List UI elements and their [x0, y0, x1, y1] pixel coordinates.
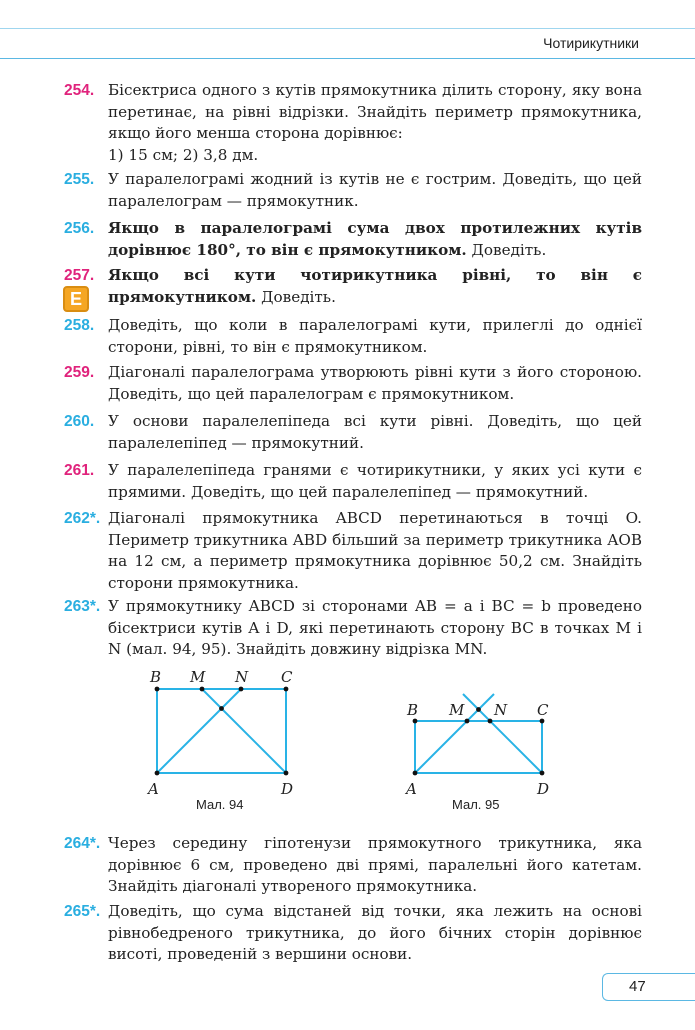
label-b: B: [407, 701, 419, 719]
problem-text: Діагоналі паралелограма утворюють рівні кути з його стороною. Доведіть, що цей паралелограм є прямокутником.: [108, 363, 642, 403]
label-m: M: [449, 701, 465, 719]
problem-text: Через середину гіпотенузи прямокутного трикутника, яка дорівнює 6 см, проведено дві прямі, паралельні його катетам. Знайдіть діагоналі утвореного прямокутника.: [108, 834, 642, 895]
label-a: A: [148, 780, 159, 798]
problem-265: [64, 901, 642, 966]
point-n: [488, 719, 493, 724]
point-d: [540, 771, 545, 776]
problem-text: Доведіть, що сума відстаней від точки, яка лежить на основі рівнобедреного трикутника, до його бічних сторін дорівнює висоті, проведеній з вершини основи.: [108, 902, 642, 963]
problem-text: У основи паралелепіпеда всі кути рівні. Доведіть, що цей паралелепіпед — прямокутний.: [108, 412, 642, 452]
point-a: [413, 771, 418, 776]
problem-text: Бісектриса одного з кутів прямокутника ділить сторону, яку вона перетинає, на рівні відрізки. Знайдіть периметр прямокутника, якщо його менша сторона дорівнює:: [108, 81, 642, 142]
label-c: C: [281, 668, 293, 686]
label-c: C: [537, 701, 549, 719]
caption-95: Мал. 95: [452, 797, 500, 812]
point-c: [540, 719, 545, 724]
label-b: B: [150, 668, 162, 686]
problem-number: 261.: [64, 462, 95, 479]
problem-text: У паралелепіпеда гранями є чотирикутники, у яких усі кути є прямими. Доведіть, що цей паралелепіпед — прямокутний.: [108, 461, 642, 501]
label-m: M: [190, 668, 206, 686]
caption-94: Мал. 94: [196, 797, 244, 812]
problem-number: 259.: [64, 364, 95, 381]
problem-number: 260.: [64, 413, 95, 430]
label-a: A: [406, 780, 417, 798]
problem-task: Доведіть.: [466, 240, 547, 259]
label-n: N: [235, 668, 249, 686]
problem-text: Доведіть, що коли в паралелограмі кути, прилеглі до однієї сторони, рівні, то він є прямокутником.: [108, 316, 642, 356]
theorem-statement: Якщо в паралелограмі сума двох протилежних кутів дорівнює 180°, то він є прямокутником.: [108, 219, 642, 259]
page-number: 47: [602, 973, 695, 1001]
problem-number: 265*.: [64, 903, 101, 920]
problem-text: У паралелограмі жодний із кутів не є гострим. Доведіть, що цей паралелограм — прямокутник.: [108, 170, 642, 210]
intersection-point: [476, 707, 481, 712]
label-d: D: [537, 780, 550, 798]
point-m: [465, 719, 470, 724]
problem-number: 262*.: [64, 510, 101, 527]
exercise-badge-icon: E: [63, 286, 89, 312]
problem-number: 254.: [64, 82, 95, 99]
problem-number: 257.: [64, 267, 95, 284]
label-n: N: [494, 701, 508, 719]
problem-264: [64, 833, 642, 898]
problem-task: Доведіть.: [256, 287, 336, 306]
problem-number: 255.: [64, 171, 95, 188]
problem-options: 1) 15 см; 2) 3,8 дм.: [108, 145, 259, 164]
point-b: [413, 719, 418, 724]
problem-text: Діагоналі прямокутника ABCD перетинаються в точці O. Периметр трикутника ABD більший за периметр трикутника AOB на 12 см, а периметр прямокутника дорівнює 50,2 см. Знайдіть сторони прямокутника.: [108, 509, 642, 592]
running-head: Чотирикутники: [543, 35, 639, 51]
problem-text: У прямокутнику ABCD зі сторонами AB = a і BC = b проведено бісектриси кутів A і D, які перетинають сторону BC в точках M і N (мал. 94, 95). Знайдіть довжину відрізка MN.: [108, 597, 642, 658]
problem-number: 264*.: [64, 835, 101, 852]
problem-number: 256.: [64, 220, 95, 237]
problem-number: 263*.: [64, 598, 101, 615]
theorem-statement: Якщо всі кути чотирикутника рівні, то він є прямокутником.: [108, 266, 642, 306]
label-d: D: [281, 780, 294, 798]
problem-number: 258.: [64, 317, 95, 334]
